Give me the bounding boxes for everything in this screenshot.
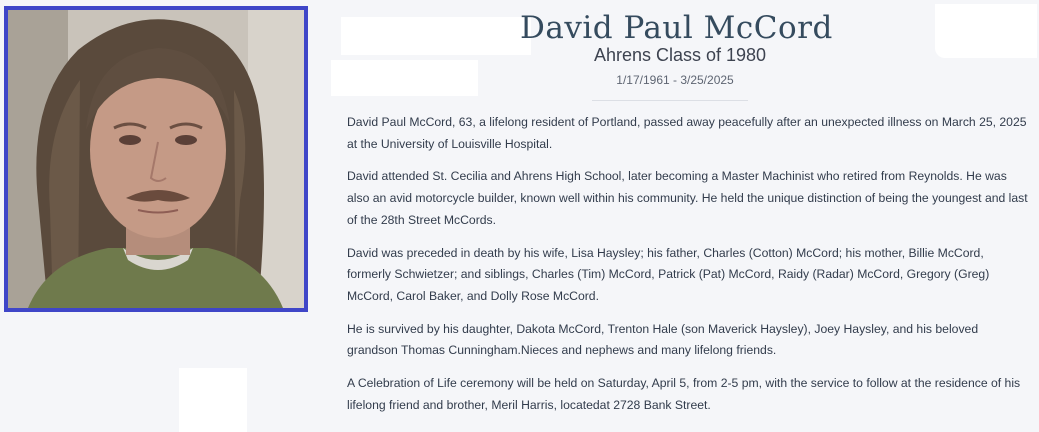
bio-paragraph: A Celebration of Life ceremony will be held on Saturday, April 5, from 2-5 pm, with the service to follow at the residence of his lifelong friend and brother, Meril Harris, locatedat 2728 Bank Street. (347, 376, 1021, 412)
obituary-text (347, 112, 1031, 427)
bio-paragraph: David attended St. Cecilia and Ahrens High School, later becoming a Master Machinist who retired from Reynolds. He was also an avid motorcycle builder, known well within his community. He held the unique distinction of being the youngest and last of the 28th Street McCords. (347, 169, 1028, 227)
redaction-block (341, 17, 531, 55)
bio-paragraph: David was preceded in death by his wife, Lisa Haysley; his father, Charles (Cotton) McCord; his mother, Billie McCord, formerly Schwietzer; and siblings, Charles (Tim) McCord, Patrick (Pat) McCord, Raidy (Radar) McCord, Gregory (Greg) McCord, Carol Baker, and Dolly Rose McCord. (347, 245, 990, 303)
life-dates: 1/17/1961 - 3/25/2025 (616, 73, 734, 87)
class-of-line: Ahrens Class of 1980 (593, 45, 767, 65)
deceased-name: David Paul McCord (520, 10, 833, 46)
redaction-block (179, 368, 247, 432)
portrait-photo (4, 6, 308, 312)
divider (592, 100, 748, 101)
portrait-image (8, 10, 304, 308)
redaction-block (935, 4, 1037, 58)
bio-paragraph: David Paul McCord, 63, a lifelong resident of Portland, passed away peacefully after an unexpected illness on March 25, 2025 at the University of Louisville Hospital. (347, 115, 1027, 151)
redaction-block (331, 60, 478, 96)
bio-paragraph: He is survived by his daughter, Dakota McCord, Trenton Hale (son Maverick Haysley), Joey Haysley, and his beloved grandson Thomas Cunningham.Nieces and nephews and many lifelong friends. (347, 321, 979, 358)
